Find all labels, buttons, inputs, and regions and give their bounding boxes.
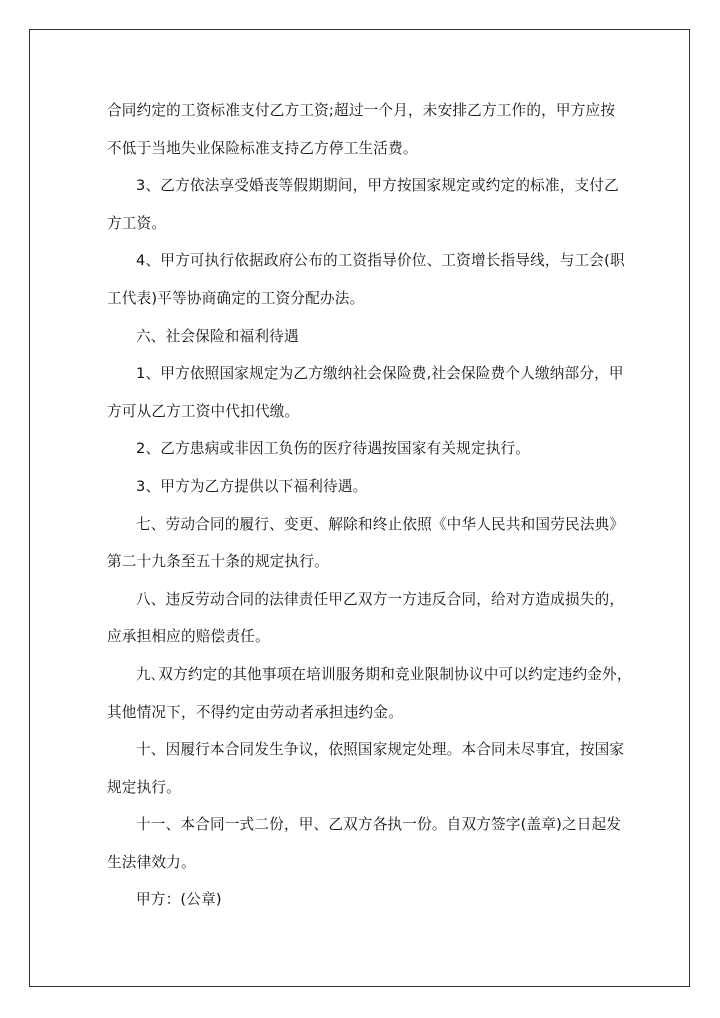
paragraph-disputes <box>107 731 625 806</box>
text-line: 1、甲方依照国家规定为乙方缴纳社会保险费,社会保险费个人缴纳部分，甲 <box>136 365 624 383</box>
text-line: 方工资。 <box>107 214 167 232</box>
text-line: 不低于当地失业保险标准支持乙方停工生活费。 <box>107 139 418 157</box>
text-line: 十、因履行本合同发生争议，依照国家规定处理。本合同未尽事宜，按国家 <box>136 741 625 759</box>
paragraph-liability <box>107 581 625 656</box>
text-line: 生法律效力。 <box>107 853 196 871</box>
text-line: 其他情况下，不得约定由劳动者承担违约金。 <box>107 703 403 721</box>
text-line: 应承担相应的赔偿责任。 <box>107 628 270 646</box>
paragraph-medical-treatment <box>107 430 617 468</box>
paragraph-wage-continuation <box>107 92 617 167</box>
document-body <box>107 92 632 919</box>
section-heading-social-insurance <box>107 318 617 356</box>
paragraph-wage-guidance <box>107 242 625 317</box>
paragraph-social-insurance <box>107 355 624 430</box>
text-line: 合同约定的工资标准支付乙方工资;超过一个月，未安排乙方工作的，甲方应按 <box>107 102 616 119</box>
text-line: 工代表)平等协商确定的工资分配办法。 <box>107 289 365 307</box>
paragraph-contract-performance <box>107 506 625 581</box>
text-line: 九､双方约定的其他事项在培训服务期和竞业限制协议中可以约定违约金外， <box>136 665 632 683</box>
text-line: 3、乙方依法享受婚丧等假期期间，甲方按国家规定或约定的标准，支付乙 <box>136 177 619 195</box>
section-heading: 六、社会保险和福利待遇 <box>136 327 299 345</box>
paragraph-other-matters <box>107 656 632 731</box>
text-line: 第二十九条至五十条的规定执行。 <box>107 553 329 571</box>
text-line: 八、违反劳动合同的法律责任甲乙双方一方违反合同，给对方造成损失的， <box>136 590 625 608</box>
text-line: 规定执行。 <box>107 778 181 796</box>
paragraph-welfare <box>107 468 617 506</box>
text-line: 七、劳动合同的履行、变更、解除和终止依照《中华人民共和国劳民法典》 <box>136 515 625 533</box>
party-a-seal-label: 甲方：(公章) <box>136 891 222 909</box>
paragraph-copies-effect <box>107 806 622 881</box>
text-line: 方可从乙方工资中代扣代缴。 <box>107 402 300 420</box>
text-line: 十一、本合同一式二份，甲、乙双方各执一份。自双方签字(盖章)之日起发 <box>136 816 622 834</box>
paragraph-leave-pay <box>107 167 617 242</box>
text-line: 2、乙方患病或非因工负伤的医疗待遇按国家有关规定执行。 <box>136 440 531 458</box>
text-line: 4、甲方可执行依据政府公布的工资指导价位、工资增长指导线，与工会(职 <box>136 252 625 270</box>
party-a-signature-line <box>107 881 617 919</box>
text-line: 3、甲方为乙方提供以下福利待遇。 <box>136 477 368 495</box>
